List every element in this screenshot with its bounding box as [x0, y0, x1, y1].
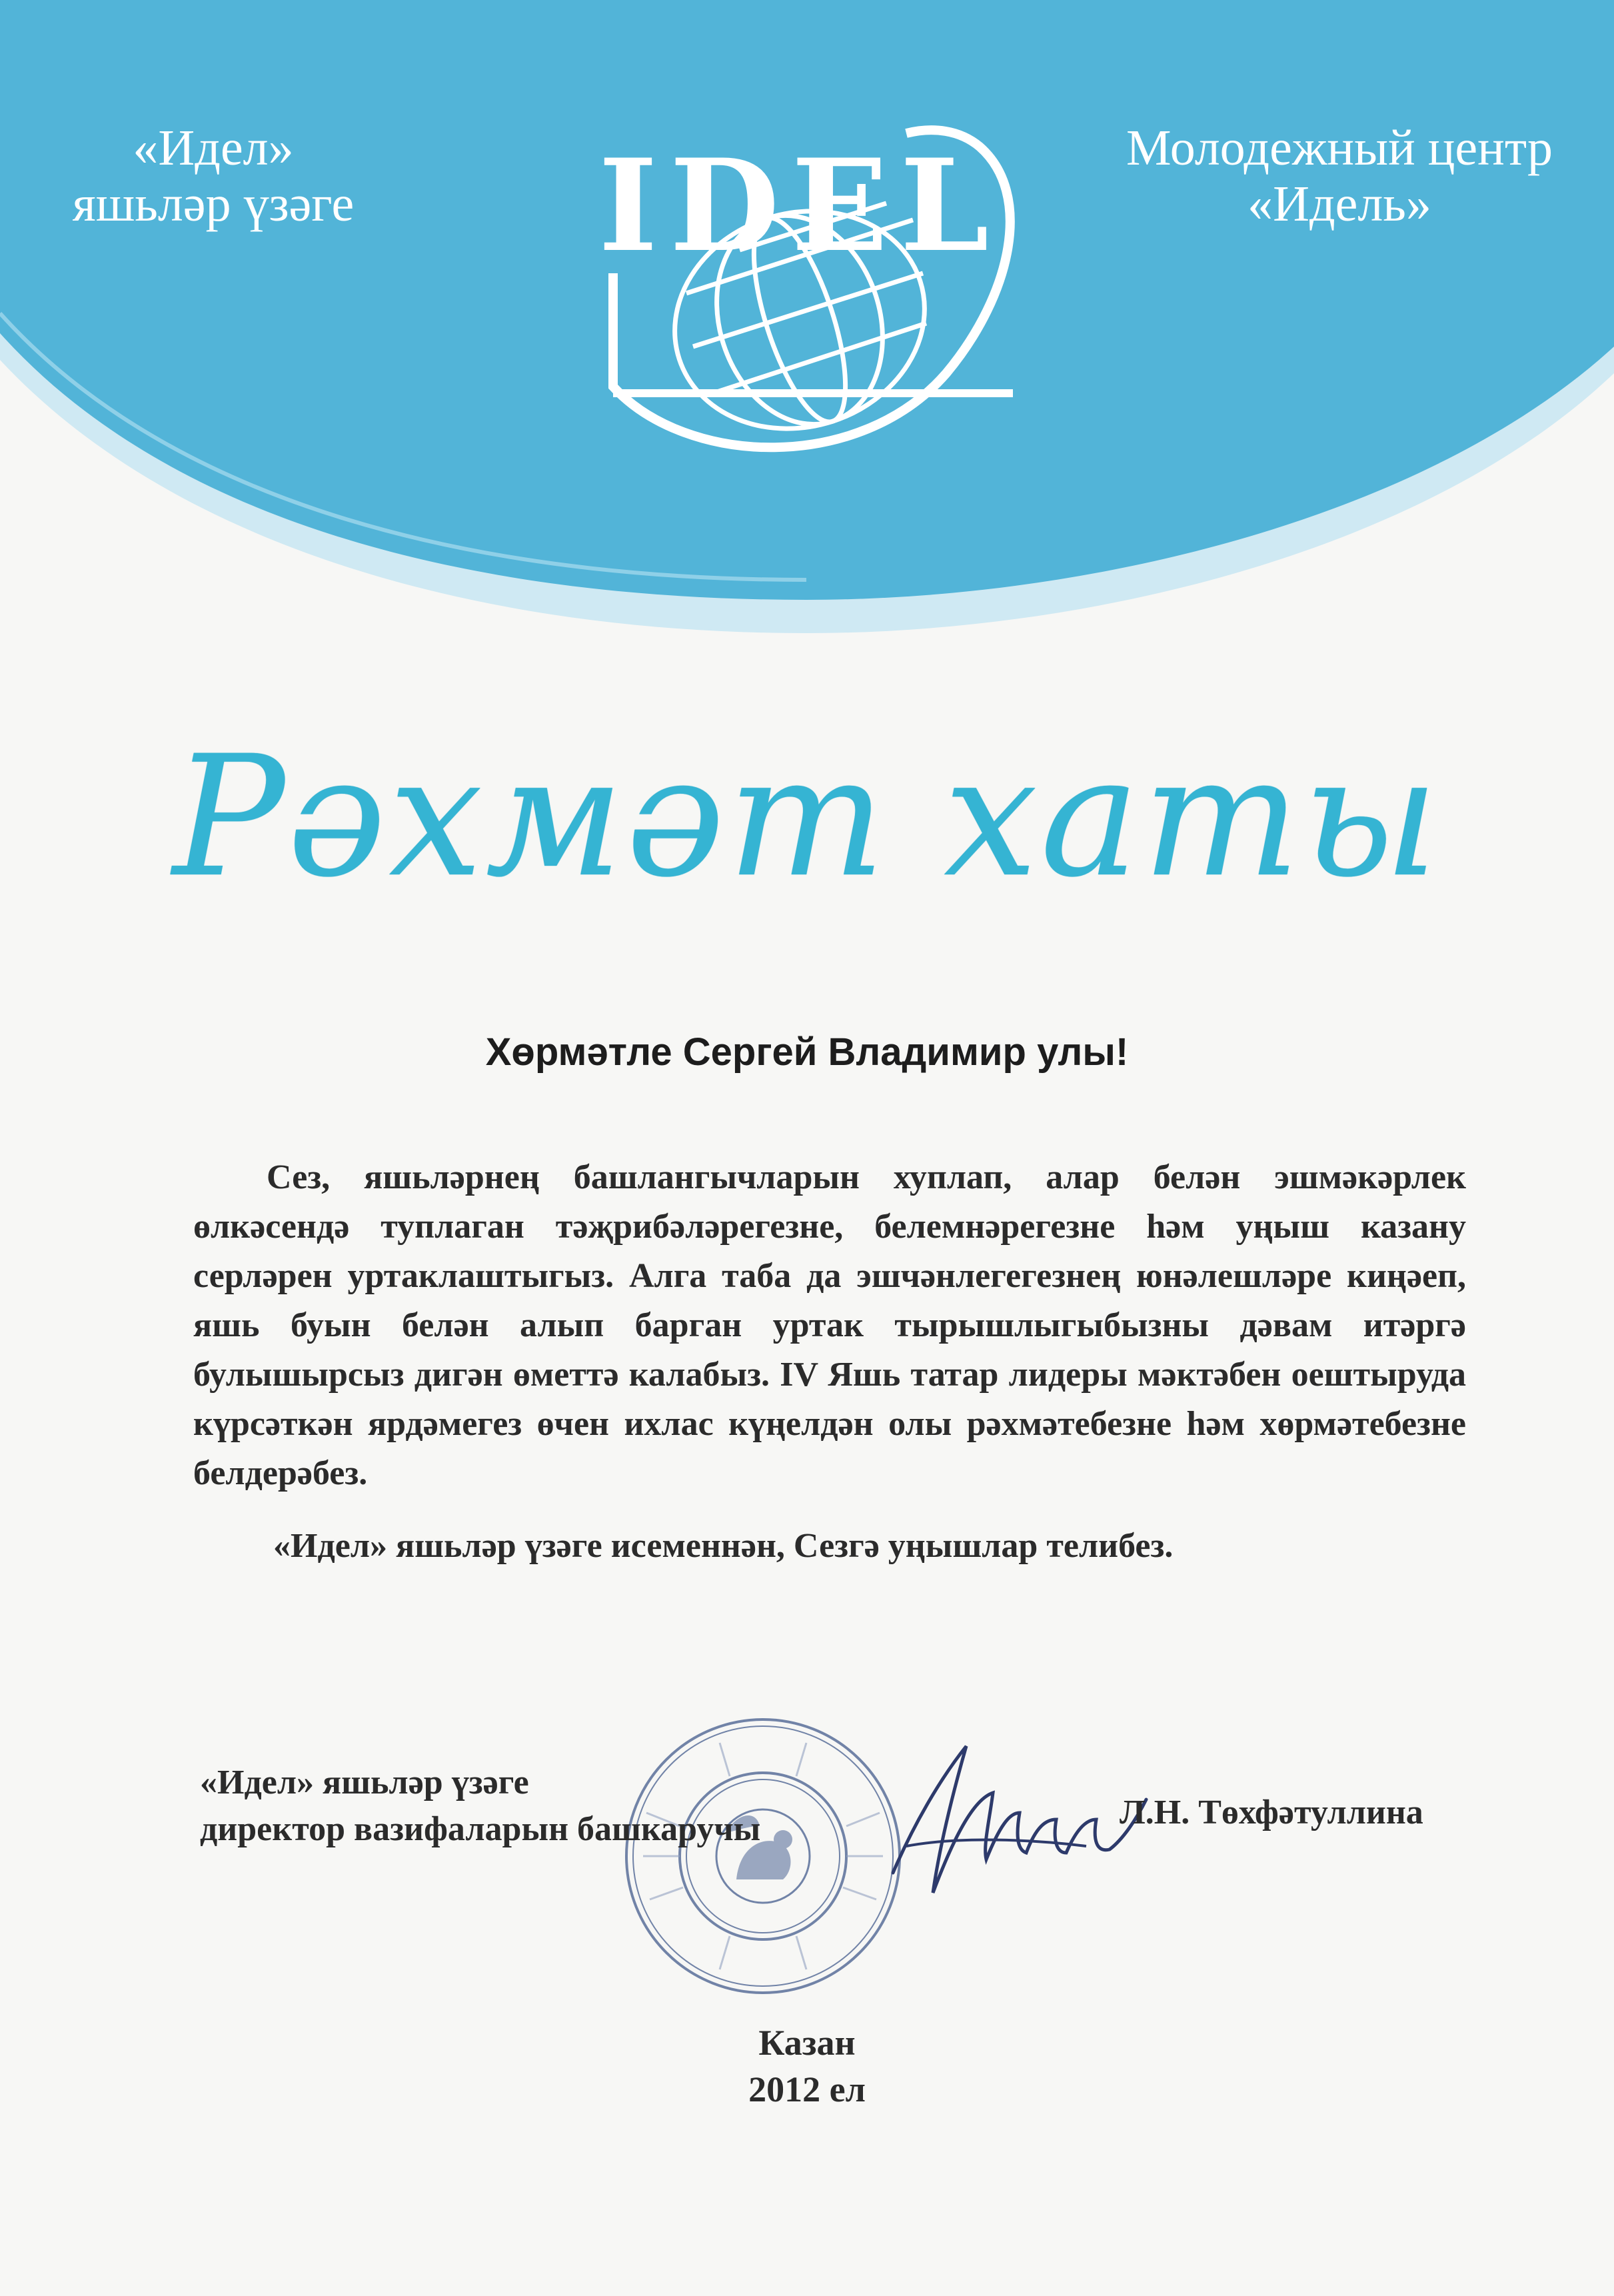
- org-name-russian: [1080, 120, 1599, 232]
- signer-role-line1: «Идел» яшьләр үзәге: [200, 1763, 529, 1801]
- idel-logo: [573, 93, 1053, 467]
- org-name-russian-line1: Молодежный центр: [1126, 120, 1553, 176]
- signer-role-line2: директор вазифаларын башкаручы: [200, 1810, 761, 1848]
- org-name-russian-line2: «Идель»: [1247, 176, 1431, 232]
- org-name-tatar-line2: яшьләр үзәге: [72, 176, 355, 232]
- official-seal: [620, 1713, 906, 1999]
- org-name-tatar: [40, 120, 387, 232]
- place: Казан: [758, 2023, 856, 2063]
- letter-body: Сез, яшьләрнең башлангычларын хуплап, алар белән эшмәкәрлек өлкәсендә туплаган тәҗрибәләрегезне, белемнәрегезне һәм уңыш казану серләрен уртаклаштыгыз. Алга таба да эшчәнлегегезнең юнәлешләре киңәеп, яшь буын белән алып барган уртак тырышлыгыбызны дәвам итәргә булышырсыз дигән өметтә калабыз. IV Яшь татар лидеры мәктәбен оештыруда күрсәткән ярдәмегез өчен ихлас күңелдән олы рәхмәтебезне һәм хөрмәтебезне белдерәбез.: [193, 1158, 1466, 1492]
- letter-wishes: «Идел» яшьләр үзәге исеменнән, Сезгә уңышлар телибез.: [273, 1527, 1174, 1565]
- logo-text: IDEL: [598, 131, 1002, 280]
- place-and-date: [0, 2019, 1614, 2113]
- signer-role: [200, 1759, 1000, 1853]
- document-title: Рәхмәт хаты: [173, 720, 1441, 914]
- signer-name: Л.Н. Төхфәтуллина: [1120, 1793, 1423, 1831]
- date: 2012 ел: [748, 2069, 866, 2109]
- org-name-tatar-line1: «Идел»: [133, 120, 294, 176]
- salutation: Хөрмәтле Сергей Владимир улы!: [485, 1030, 1129, 1074]
